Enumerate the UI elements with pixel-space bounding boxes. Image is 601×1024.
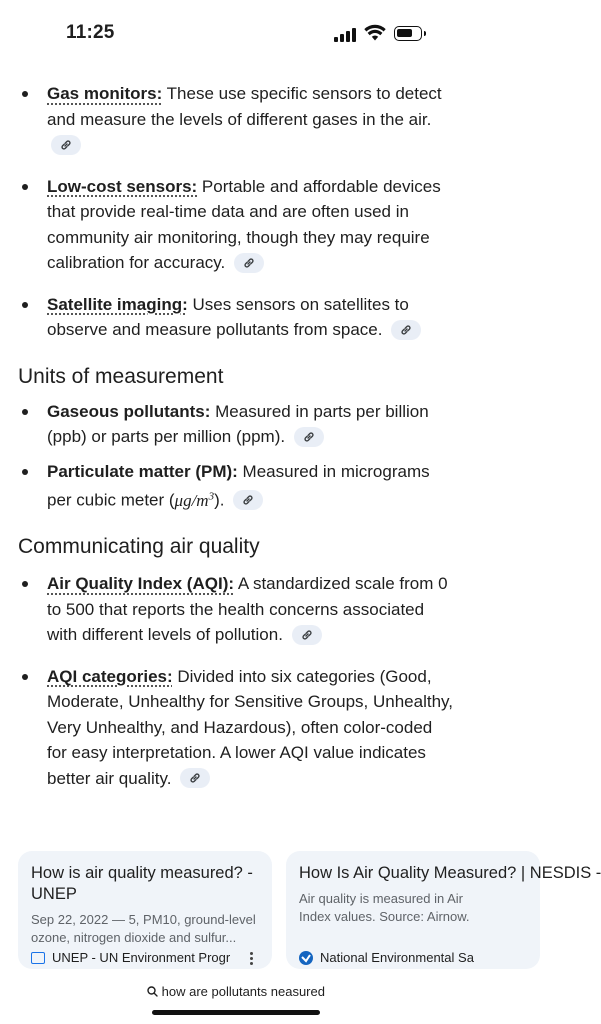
source-cards-carousel[interactable] — [18, 851, 601, 969]
list-item — [0, 292, 472, 343]
list-item — [0, 399, 472, 450]
item-text: These use specific sensors to detect and measure the levels of different gases in the air. — [47, 84, 442, 129]
noaa-logo-icon — [299, 951, 313, 965]
units-list — [0, 399, 472, 514]
source-link-chip[interactable] — [51, 135, 81, 155]
source-link-chip[interactable] — [292, 625, 322, 645]
term-satellite-imaging[interactable]: Satellite imaging: — [47, 294, 188, 314]
section-heading-units: Units of measurement — [18, 364, 224, 388]
source-link-chip[interactable] — [391, 320, 421, 340]
status-bar — [0, 0, 472, 70]
term-aqi[interactable]: Air Quality Index (AQI): — [47, 574, 235, 594]
link-icon — [189, 772, 201, 784]
source-card-nesdis[interactable] — [286, 851, 601, 969]
card-source: UNEP - UN Environment Progr — [31, 950, 230, 965]
term-gas-monitors[interactable]: Gas monitors: — [47, 84, 163, 103]
list-item — [0, 571, 472, 648]
list-item — [0, 664, 472, 792]
source-link-chip[interactable] — [180, 768, 210, 788]
item-text: Portable and affordable devices that provide real-time data and are often used in community air monitoring, though they may require calibration for accuracy. — [47, 176, 441, 272]
card-title: How is air quality measured? - UNEP — [31, 864, 253, 903]
link-icon — [303, 431, 315, 443]
home-indicator[interactable] — [152, 1010, 320, 1015]
item-text: Measured in parts per billion (ppb) or parts per million (ppm). — [47, 401, 429, 446]
list-item — [0, 81, 472, 158]
source-card-unep[interactable] — [18, 851, 272, 969]
more-options-icon[interactable] — [250, 952, 254, 967]
list-item: Particulate matter (PM): Measured in micrograms per cubic meter $(\mu g/m^3)$. — [0, 459, 472, 514]
item-text: Uses sensors on satellites to observe and measure pollutants from space. — [47, 294, 409, 339]
bottom-search-bar[interactable] — [0, 970, 472, 1024]
section-heading-communicating: Communicating air quality — [18, 535, 260, 559]
item-text: A standardized scale from 0 to 500 that reports the health concerns associated with different levels of pollution. — [47, 574, 448, 645]
source-link-chip[interactable] — [294, 427, 324, 447]
source-link-chip[interactable] — [234, 253, 264, 273]
term-particulate-matter: Particulate matter (PM): — [47, 461, 238, 481]
link-icon — [60, 139, 72, 151]
link-icon — [400, 324, 412, 336]
ai-answer-content — [0, 78, 472, 791]
term-low-cost-sensors[interactable]: Low-cost sensors: — [47, 176, 198, 196]
measurement-methods-list — [0, 81, 472, 343]
cellular-signal-icon — [334, 28, 356, 42]
item-text: Measured in micrograms per cubic meter ( — [47, 461, 430, 510]
status-time: 11:25 — [66, 22, 115, 43]
search-query-text: how are pollutants neasured — [161, 984, 325, 999]
battery-icon — [394, 26, 422, 41]
card-snippet: Sep 22, 2022 — 5, PM10, ground-level ozone, nitrogen dioxide and sulfur... — [31, 912, 256, 945]
link-icon — [242, 494, 254, 506]
item-text: Divided into six categories (Good, Moderate, Unhealthy for Sensitive Groups, Unhealthy, Very Unhealthy, and Hazardous), often color-coded for easy interpretation. A lower AQI value indicates better air quality. — [47, 666, 454, 788]
communicating-list — [0, 571, 472, 791]
search-query-pill[interactable] — [0, 984, 472, 999]
wifi-icon — [364, 24, 386, 41]
card-title: How Is Air Quality Measured? | NESDIS - — [299, 864, 601, 882]
term-gaseous-pollutants: Gaseous pollutants: — [47, 401, 211, 421]
term-aqi-categories[interactable]: AQI categories: — [47, 666, 173, 686]
link-icon — [301, 629, 313, 641]
source-link-chip[interactable] — [233, 490, 263, 510]
search-icon — [147, 986, 158, 997]
card-source: National Environmental Sa — [299, 950, 474, 965]
link-icon — [243, 257, 255, 269]
unit-math: $\mu g/m^3$ — [174, 490, 215, 510]
unep-logo-icon — [31, 952, 45, 964]
card-snippet: Air quality is measured in Air Index values. Source: Airnow. — [299, 891, 470, 924]
list-item — [0, 174, 472, 276]
